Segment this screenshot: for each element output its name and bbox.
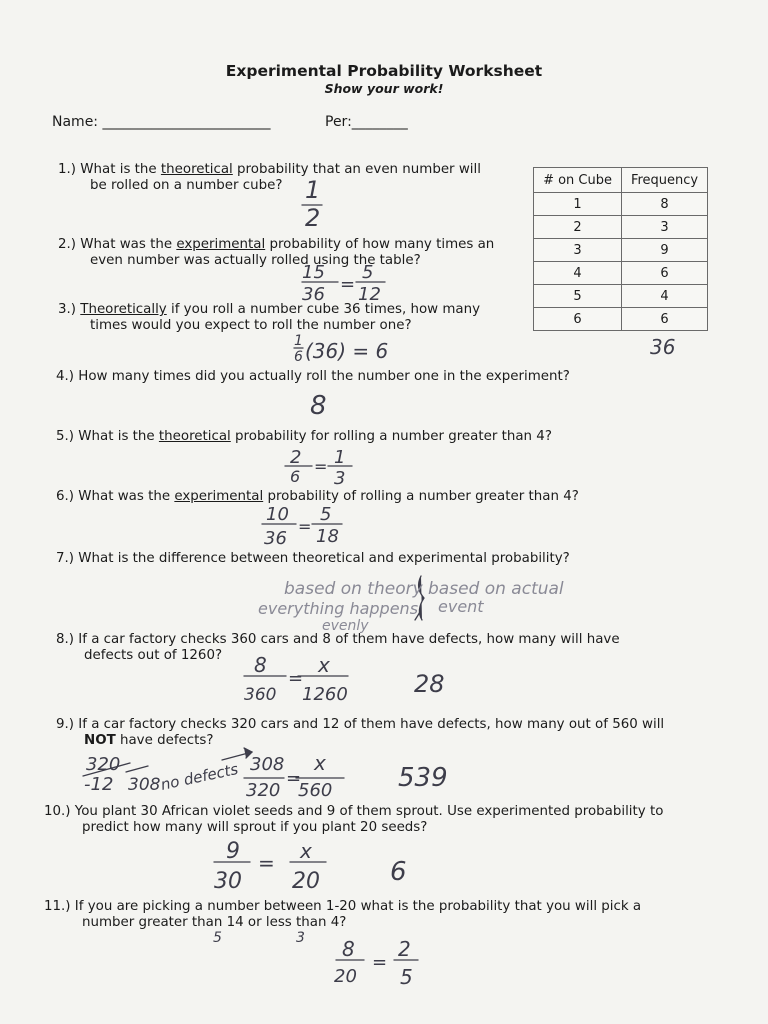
answer-7-experimental-2: event <box>438 597 484 616</box>
answer-9-n2: x <box>314 751 326 775</box>
answer-10-eq: = <box>258 851 275 875</box>
answer-11-n2: 2 <box>398 937 411 961</box>
question-text: even number was actually rolled using the table? <box>90 253 421 268</box>
question-text: If a car factory checks 360 cars and 8 of them have defects, how many will have <box>78 632 620 647</box>
answer-11-n1: 8 <box>342 937 355 961</box>
answer-8-n1: 8 <box>254 653 267 677</box>
answer-10-d1: 30 <box>214 869 242 894</box>
answer-10-n1: 9 <box>226 839 240 864</box>
name-field-label: Name: ________________________ <box>52 114 271 130</box>
answer-2-eq: = <box>340 274 356 295</box>
question-number: 5.) <box>56 429 75 444</box>
table-cell: 4 <box>534 262 622 285</box>
question-text: experimental <box>174 489 264 504</box>
question-text: theoretical <box>158 429 231 444</box>
question-text: probability for rolling a number greater than 4? <box>230 429 552 444</box>
question-text: predict how many will sprout if you plant 20 seeds? <box>82 820 428 835</box>
question-text: What was the <box>78 489 175 504</box>
answer-11-d2: 5 <box>400 965 413 989</box>
answer-5-n1: 2 <box>290 447 302 468</box>
question-text: You plant 30 African violet seeds and 9 of them sprout. Use experimented probability to <box>74 804 664 819</box>
answer-11-d1: 20 <box>334 966 357 987</box>
question-text: probability of how many times an <box>265 237 495 252</box>
table-cell: 6 <box>534 308 622 331</box>
table-total: 36 <box>650 335 676 359</box>
question-number: 6.) <box>56 489 75 504</box>
question-text: What was the <box>80 237 177 252</box>
answer-2-n1: 15 <box>302 262 325 283</box>
answer-9-eq: = <box>286 768 302 789</box>
answer-10-d2: 20 <box>292 869 320 894</box>
answer-8-result: 28 <box>414 670 445 698</box>
worksheet-subtitle: Show your work! <box>324 81 444 96</box>
question-number: 1.) <box>58 162 77 177</box>
answer-9-subtract: -12 <box>84 774 114 795</box>
table-cell: 3 <box>622 216 708 239</box>
answer-9-note: no defects <box>159 759 240 794</box>
question-text: experimental <box>176 237 266 252</box>
answer-10-result: 6 <box>390 857 407 887</box>
answer-6-d2: 18 <box>316 526 339 547</box>
table-cell: 5 <box>534 285 622 308</box>
table-cell: 6 <box>622 308 708 331</box>
question-number: 9.) <box>56 717 75 732</box>
answer-9-difference: 308 <box>128 775 161 795</box>
question-number: 8.) <box>56 632 75 647</box>
question-text: NOT <box>84 733 116 748</box>
answer-7-theoretical-1: based on theory <box>284 579 423 599</box>
worksheet-title: Experimental Probability Worksheet <box>225 62 543 80</box>
answer-4-value: 8 <box>310 391 327 421</box>
question-text: If you are picking a number between 1-20 what is the probability that you will pick a <box>74 899 642 914</box>
answer-8-eq: = <box>288 668 304 689</box>
answer-8-n2: x <box>318 653 330 677</box>
question-text: What is the <box>78 429 159 444</box>
question-text: be rolled on a number cube? <box>90 178 283 193</box>
table-cell: 3 <box>534 239 622 262</box>
answer-5-d1: 6 <box>290 467 301 486</box>
question-number: 2.) <box>58 237 77 252</box>
table-cell: 2 <box>534 216 622 239</box>
answer-7-experimental-1: based on actual <box>428 579 564 599</box>
question-number: 3.) <box>58 302 77 317</box>
answer-6-d1: 36 <box>264 528 287 549</box>
question-number: 4.) <box>56 369 75 384</box>
column-header-number: # on Cube <box>534 168 622 193</box>
answer-11-mark-2: 3 <box>296 930 305 946</box>
table-cell: 8 <box>622 193 708 216</box>
answer-8-d1: 360 <box>244 685 277 705</box>
question-text: defects out of 1260? <box>84 648 223 663</box>
answer-2-d1: 36 <box>302 284 325 305</box>
question-text: If a car factory checks 320 cars and 12 of them have defects, how many out of 560 will <box>78 717 665 732</box>
question-text: What is the difference between theoretical and experimental probability? <box>78 551 570 566</box>
answer-7-theoretical-2: everything happens <box>258 599 419 618</box>
question-text: theoretical <box>160 162 233 177</box>
table-cell: 1 <box>534 193 622 216</box>
question-text: What is the <box>80 162 161 177</box>
answer-5-d2: 3 <box>334 468 346 489</box>
column-header-frequency: Frequency <box>622 168 708 193</box>
table-cell: 4 <box>622 285 708 308</box>
answer-2-d2: 12 <box>358 284 381 305</box>
question-text: if you roll a number cube 36 times, how many <box>166 302 481 317</box>
answer-11-eq: = <box>372 952 388 973</box>
answer-1-numerator: 1 <box>305 176 321 204</box>
answer-3-d: 6 <box>294 349 303 365</box>
answer-6-eq: = <box>298 517 312 536</box>
answer-11-mark-1: 5 <box>213 930 222 946</box>
answer-5-n2: 1 <box>334 447 346 468</box>
answer-7-theoretical-3: evenly <box>322 618 369 634</box>
table-cell: 6 <box>622 262 708 285</box>
question-text: number greater than 14 or less than 4? <box>82 915 347 930</box>
question-text: probability that an even number will <box>232 162 481 177</box>
answer-6-n2: 5 <box>320 504 332 525</box>
answer-9-d1: 320 <box>246 780 281 801</box>
answer-9-n1: 308 <box>250 754 285 775</box>
question-number: 10.) <box>44 804 71 819</box>
answer-3-value: (36) = 6 <box>305 339 389 363</box>
answer-6-n1: 10 <box>266 504 289 525</box>
answer-9-d2: 560 <box>298 780 333 801</box>
question-number: 7.) <box>56 551 75 566</box>
question-number: 11.) <box>44 899 71 914</box>
answer-2-n2: 5 <box>362 262 374 283</box>
question-text: Theoretically <box>80 302 167 317</box>
table-cell: 9 <box>622 239 708 262</box>
question-text: times would you expect to roll the number one? <box>90 318 412 333</box>
answer-9-total: 320 <box>86 754 121 775</box>
answer-3-n: 1 <box>294 333 303 349</box>
period-field-label: Per:________ <box>325 114 408 130</box>
answer-9-result: 539 <box>398 763 448 793</box>
question-text: probability of rolling a number greater than 4? <box>263 489 579 504</box>
answer-1-denominator: 2 <box>305 204 321 232</box>
question-text: have defects? <box>115 733 214 748</box>
question-text: How many times did you actually roll the number one in the experiment? <box>78 369 570 384</box>
answer-10-n2: x <box>300 839 312 863</box>
answer-8-d2: 1260 <box>302 684 348 705</box>
answer-5-eq: = <box>314 457 328 476</box>
